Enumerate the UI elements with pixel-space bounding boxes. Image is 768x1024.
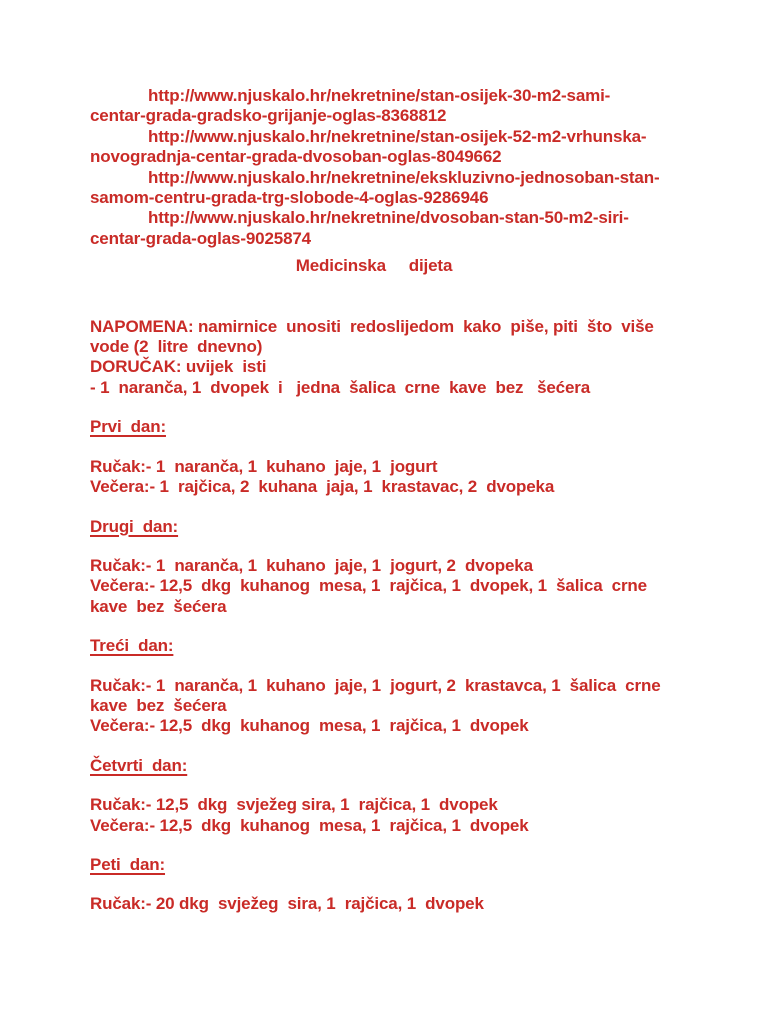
url-paragraph bbox=[90, 168, 768, 209]
meal-line: kave bez šećera bbox=[90, 596, 227, 616]
url-line: samom-centru-grada-trg-slobode-4-oglas-9286946 bbox=[90, 188, 489, 208]
day-heading: Peti dan: bbox=[90, 854, 166, 874]
note-line: NAPOMENA: namirnice unositi redoslijedom kako piše, piti što više bbox=[90, 316, 654, 336]
section-treci-dan bbox=[90, 636, 768, 737]
section-drugi-dan bbox=[90, 517, 768, 618]
document-title: Medicinska dijeta bbox=[295, 256, 453, 276]
note-line: vode (2 litre dnevno) bbox=[90, 337, 263, 357]
meal-line: Ručak:- 1 naranča, 1 kuhano jaje, 1 jogurt bbox=[90, 456, 438, 476]
meal-line: kave bez šećera bbox=[90, 695, 227, 715]
meal-line: Ručak:- 20 dkg svježeg sira, 1 rajčica, 1 dvopek bbox=[90, 894, 484, 914]
url-paragraph bbox=[90, 208, 768, 249]
url-line: centar-grada-gradsko-grijanje-oglas-8368812 bbox=[90, 106, 447, 126]
note-line: DORUČAK: uvijek isti bbox=[90, 357, 267, 377]
note-line: - 1 naranča, 1 dvopek i jedna šalica crne kave bez šećera bbox=[90, 377, 591, 397]
meal-line: Ručak:- 1 naranča, 1 kuhano jaje, 1 jogurt, 2 krastavca, 1 šalica crne bbox=[90, 675, 661, 695]
url-paragraph bbox=[90, 86, 768, 127]
section-peti-dan bbox=[90, 855, 768, 915]
day-heading: Prvi dan: bbox=[90, 417, 166, 437]
meal-line: Večera:- 1 rajčica, 2 kuhana jaja, 1 krastavac, 2 dvopeka bbox=[90, 477, 555, 497]
url-line: centar-grada-oglas-9025874 bbox=[90, 228, 311, 248]
meal-line: Ručak:- 1 naranča, 1 kuhano jaje, 1 jogurt, 2 dvopeka bbox=[90, 555, 533, 575]
url-list bbox=[90, 86, 768, 249]
section-cetvrti-dan bbox=[90, 756, 768, 836]
url-line: http://www.njuskalo.hr/nekretnine/stan-osijek-30-m2-sami- bbox=[148, 86, 611, 105]
day-heading: Treći dan: bbox=[90, 636, 174, 656]
url-line: novogradnja-centar-grada-dvosoban-oglas-8049662 bbox=[90, 147, 502, 167]
meal-line: Večera:- 12,5 dkg kuhanog mesa, 1 rajčica, 1 dvopek, 1 šalica crne bbox=[90, 576, 647, 596]
url-line: http://www.njuskalo.hr/nekretnine/ekskluzivno-jednosoban-stan- bbox=[148, 167, 660, 187]
meal-line: Večera:- 12,5 dkg kuhanog mesa, 1 rajčica, 1 dvopek bbox=[90, 815, 529, 835]
meal-line: Ručak:- 12,5 dkg svježeg sira, 1 rajčica, 1 dvopek bbox=[90, 795, 498, 815]
url-line: http://www.njuskalo.hr/nekretnine/dvosoban-stan-50-m2-siri- bbox=[148, 208, 629, 228]
section-prvi-dan bbox=[90, 417, 768, 497]
url-paragraph bbox=[90, 127, 768, 168]
note-paragraph bbox=[90, 317, 768, 399]
url-line: http://www.njuskalo.hr/nekretnine/stan-osijek-52-m2-vrhunska- bbox=[148, 126, 647, 146]
day-heading: Četvrti dan: bbox=[90, 755, 188, 775]
meal-line: Večera:- 12,5 dkg kuhanog mesa, 1 rajčica, 1 dvopek bbox=[90, 716, 529, 736]
day-heading: Drugi dan: bbox=[90, 516, 179, 536]
